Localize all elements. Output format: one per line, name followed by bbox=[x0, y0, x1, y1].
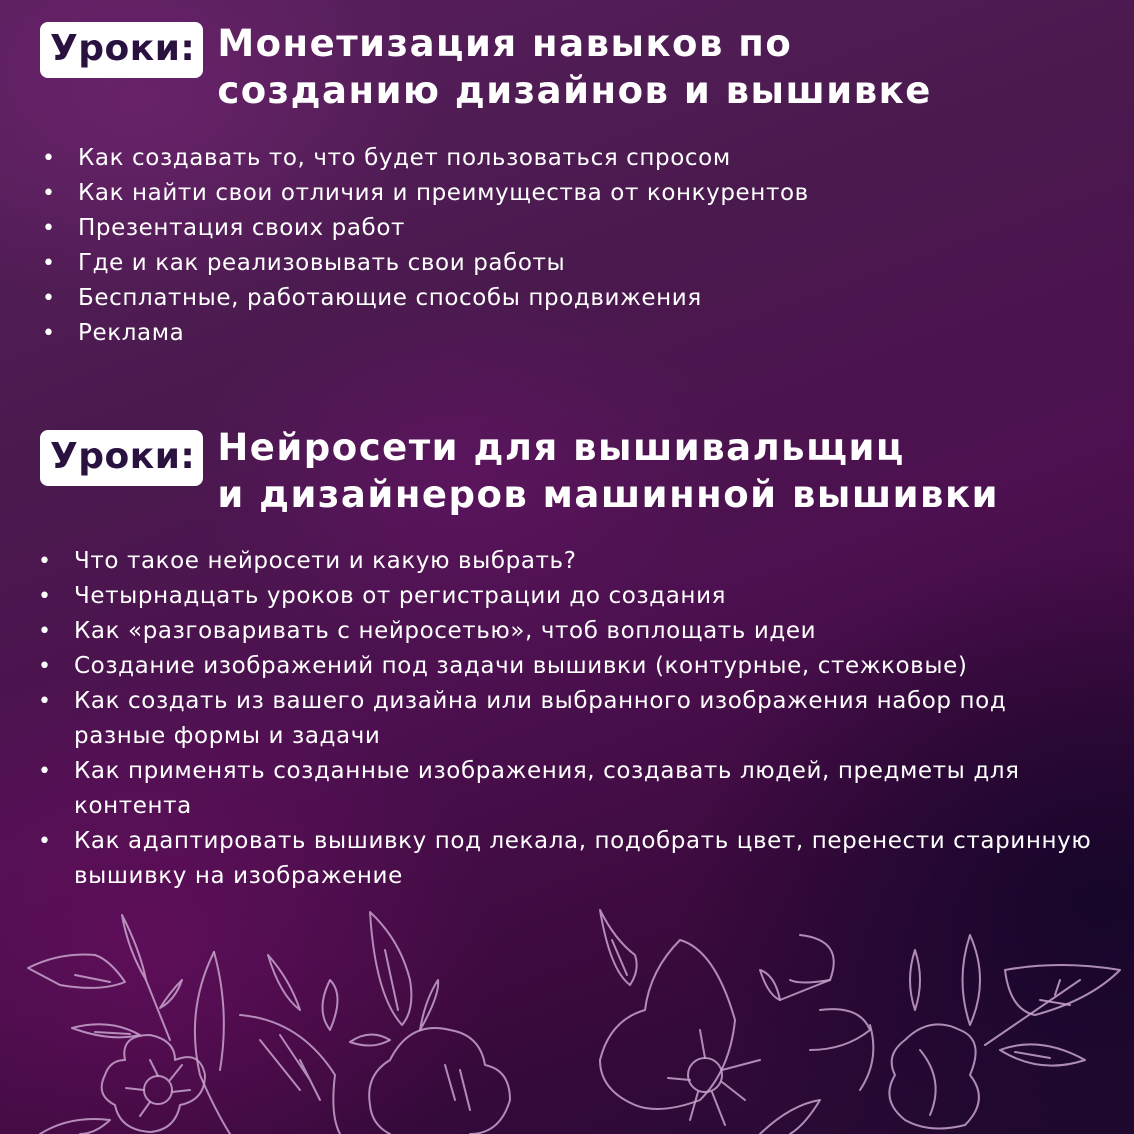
list-item: • Как применять созданные изображения, создавать людей, предметы для контента bbox=[36, 754, 1096, 824]
floral-line-art-icon bbox=[0, 900, 1134, 1134]
section-neural-networks bbox=[40, 424, 1114, 894]
lessons-badge: Уроки: bbox=[40, 22, 203, 78]
title-line: Монетизация навыков по bbox=[217, 22, 793, 65]
section-header bbox=[40, 20, 1114, 114]
lessons-badge: Уроки: bbox=[40, 430, 203, 486]
list-item: • Бесплатные, работающие способы продвижения bbox=[40, 281, 1114, 316]
list-item: • Как найти свои отличия и преимущества от конкурентов bbox=[40, 176, 1114, 211]
list-item: • Создание изображений под задачи вышивки (контурные, стежковые) bbox=[36, 649, 1096, 684]
section-title bbox=[217, 424, 999, 518]
title-line: и дизайнеров машинной вышивки bbox=[217, 473, 1000, 516]
list-item: • Реклама bbox=[40, 316, 1114, 351]
lesson-list bbox=[36, 544, 1096, 894]
list-item: • Что такое нейросети и какую выбрать? bbox=[36, 544, 1096, 579]
section-monetization bbox=[40, 20, 1114, 351]
list-item: • Как создать из вашего дизайна или выбранного изображения набор под разные формы и задачи bbox=[36, 684, 1096, 754]
list-item: • Как создавать то, что будет пользоваться спросом bbox=[40, 141, 1114, 176]
list-item: • Как адаптировать вышивку под лекала, подобрать цвет, перенести старинную вышивку на изображение bbox=[36, 824, 1096, 894]
section-header bbox=[40, 424, 1114, 518]
title-line: созданию дизайнов и вышивке bbox=[217, 69, 932, 112]
section-title bbox=[217, 20, 932, 114]
list-item: • Где и как реализовывать свои работы bbox=[40, 246, 1114, 281]
list-item: • Как «разговаривать с нейросетью», чтоб воплощать идеи bbox=[36, 614, 1096, 649]
lesson-list bbox=[40, 141, 1114, 351]
list-item: • Презентация своих работ bbox=[40, 211, 1114, 246]
list-item: • Четырнадцать уроков от регистрации до создания bbox=[36, 579, 1096, 614]
title-line: Нейросети для вышивальщиц bbox=[217, 426, 905, 469]
